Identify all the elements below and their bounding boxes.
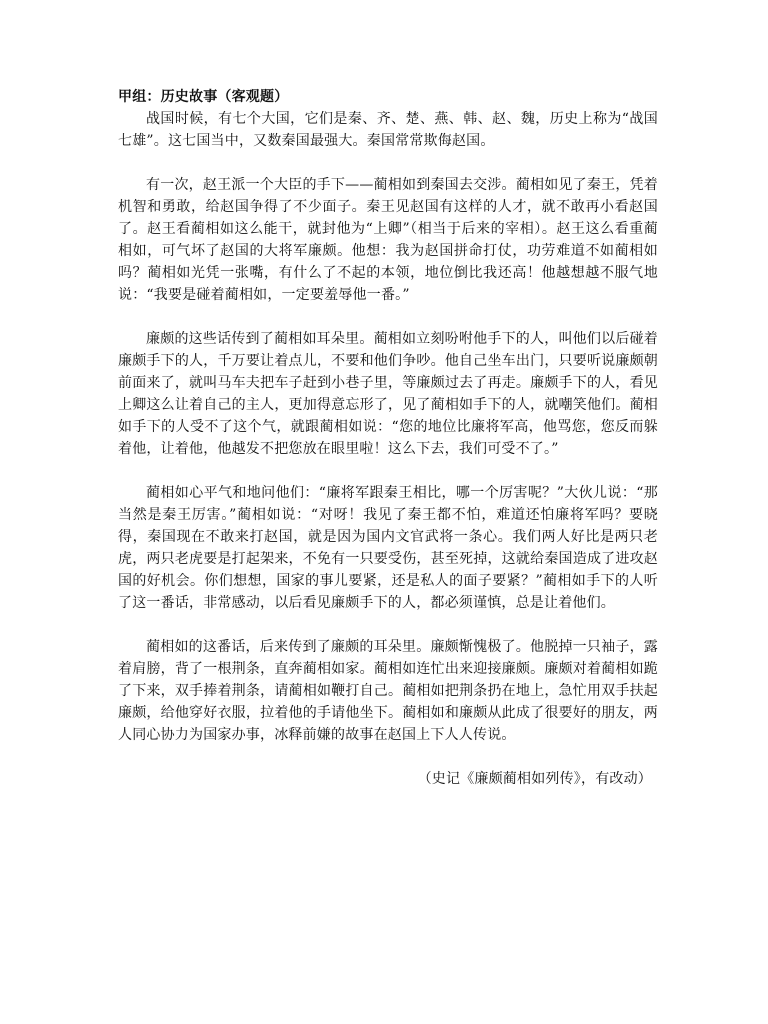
paragraph-yielding: 廉颇的这些话传到了蔺相如耳朵里。蔺相如立刻吩咐他手下的人，叫他们以后碰着廉颇手下的人，千万要让着点儿，不要和他们争吵。他自己坐车出门，只要听说廉颇朝前面来了，就叫马车夫把车子赶到小巷子里，等廉颇过去了再走。廉颇手下的人，看见上卿这么让着自己的主人，更加得意忘形了，见了蔺相如手下的人，就嘲笑他们。蔺相如手下的人受不了这个气，就跟蔺相如说：“您的地位比廉将军高，他骂您，您反而躲着他，让着他，他越发不把您放在眼里啦！这么下去，我们可受不了。” [118, 331, 658, 457]
source-citation: （史记《廉颇蔺相如列传》，有改动） [417, 771, 652, 787]
paragraph-reconciliation: 蔺相如的这番话，后来传到了廉颇的耳朵里。廉颇惭愧极了。他脱掉一只袖子，露着肩膀，背了一根荆条，直奔蔺相如家。蔺相如连忙出来迎接廉颇。廉颇对着蔺相如跪了下来，双手捧着荆条，请蔺相如鞭打自己。蔺相如把荆条扔在地上，急忙用双手扶起廉颇，给他穿好衣服，拉着他的手请他坐下。蔺相如和廉颇从此成了很要好的朋友，两人同心协力为国家办事，冰释前嫌的故事在赵国上下人人传说。 [118, 639, 658, 743]
document-page [118, 86, 658, 804]
paragraph-intro: 战国时候，有七个大国，它们是秦、齐、楚、燕、韩、赵、魏，历史上称为“战国七雄”。这七国当中，又数秦国最强大。秦国常常欺侮赵国。 [118, 111, 658, 149]
paragraph-shangqing: 有一次，赵王派一个大臣的手下——蔺相如到秦国去交涉。蔺相如见了秦王，凭着机智和勇敢，给赵国争得了不少面子。秦王见赵国有这样的人才，就不敢再小看赵国了。赵王看蔺相如这么能干，就封他为“上卿”（相当于后来的宰相）。赵王这么看重蔺相如，可气坏了赵国的大将军廉颇。他想：我为赵国拼命打仗，功劳难道不如蔺相如吗？蔺相如光凭一张嘴，有什么了不起的本领，地位倒比我还高！他越想越不服气地说：“我要是碰着蔺相如，一定要羞辱他一番。” [118, 177, 658, 303]
section-heading: 甲组：历史故事（客观题） [118, 89, 289, 105]
paragraph-two-tigers: 蔺相如心平气和地问他们：“廉将军跟秦王相比，哪一个厉害呢？”大伙儿说：“那当然是秦王厉害。”蔺相如说：“对呀！我见了秦王都不怕，难道还怕廉将军吗？要晓得，秦国现在不敢来打赵国，就是因为国内文官武将一条心。我们两人好比是两只老虎，两只老虎要是打起架来，不免有一只要受伤，甚至死掉，这就给秦国造成了进攻赵国的好机会。你们想想，国家的事儿要紧，还是私人的面子要紧？”蔺相如手下的人听了这一番话，非常感动，以后看见廉颇手下的人，都必须谨慎，总是让着他们。 [118, 485, 658, 611]
